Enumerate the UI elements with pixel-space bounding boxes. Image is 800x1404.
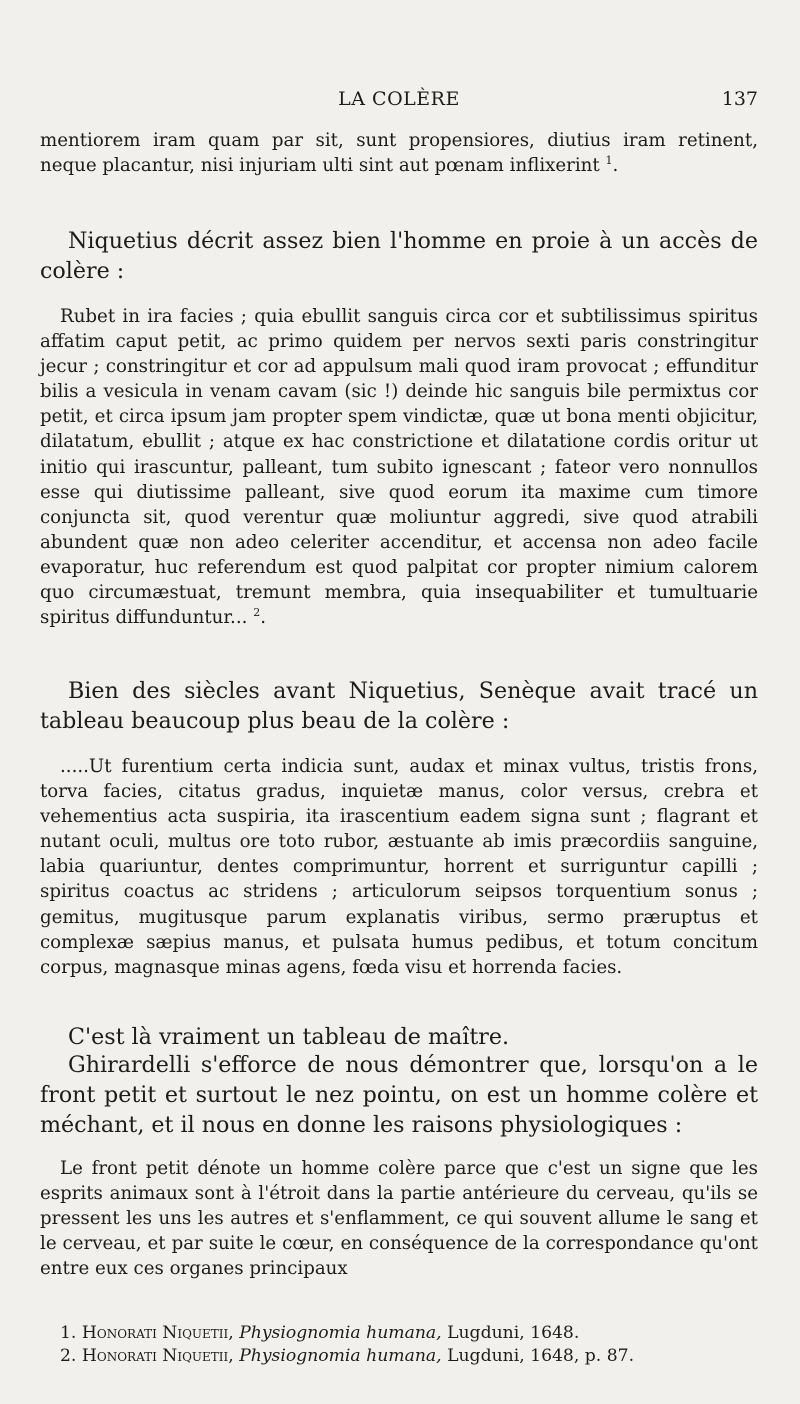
footnote-author: Honorati Niquetii, bbox=[81, 1323, 234, 1343]
paragraph-seneque-intro: Bien des siècles avant Niquetius, Senèque avait tracé un tableau beaucoup plus beau de la colère : bbox=[40, 678, 758, 734]
paragraph-niquetius-intro: Niquetius décrit assez bien l'homme en proie à un accès de colère : bbox=[40, 228, 758, 284]
footnote-title: Physiognomia humana, bbox=[239, 1323, 442, 1343]
page-number: 137 bbox=[721, 88, 758, 110]
footnote-details: Lugduni, 1648, p. 87. bbox=[447, 1346, 635, 1366]
footnote-ref-1: 1 bbox=[605, 154, 613, 168]
footnote-2 bbox=[40, 1345, 758, 1368]
footnote-number: 1. bbox=[60, 1323, 77, 1343]
latin-quote-seneque: .....Ut furentium certa indicia sunt, audax et minax vultus, tristis frons, torva facies, citatus gradus, inquietæ manus, color versus, crebra et vehementius acta suspiria, ita irascentium eadem signa sunt ; flagrant et nutant oculi, multus ore toto rubor, æstuante ab imis præcordiis sanguine, labia quariuntur, dentes comprimuntur, horrent et surriguntur capilli ; spiritus coactus ac stridens ; articulorum seipsos torquentium sonus ; gemitus, mugitusque parum explanatis viribus, sermo præruptus et complexæ sæpius manus, et pulsata humus pedibus, et totum concitum corpus, magnasque minas agens, fœda visu et horrenda facies. bbox=[40, 756, 758, 978]
footnotes bbox=[40, 1322, 758, 1368]
footnote-author: Honorati Niquetii, bbox=[81, 1346, 234, 1366]
quote-text: Rubet in ira facies ; quia ebullit sanguis circa cor et subtilissimus spiritus affatim caput petit, ac primo quidem per nervos sexti paris constringitur jecur ; constringitur et cor ad appulsum mali quod iram provocat ; effunditur bilis a vesicula in venam cavam (sic !) deinde hic sanguis bile permixtus cor petit, et circa ipsum jam propter spem vindictæ, quæ ut bona menti objicitur, dilatatum, ebullit ; atque ex hac constrictione et dilatatione cordis oritur ut initio qui irascuntur, palleant, tum subito ignescant ; fateor vero nonnullos esse qui diutissime palleant, sive quod eorum ita maxime cum timore conjuncta sit, quod verentur quæ moliuntur aggredi, sive quod atrabili abundent quæ non adeo celeriter accenditur, et accensa non adeo facile evaporatur, huc referendum est quod palpitat cor propter nimium calorem quo circumæstuat, tremunt membra, quia insequabiliter et tumultuarie spiritus diffunduntur... bbox=[40, 306, 758, 629]
quote-ghirardelli: Le front petit dénote un homme colère parce que c'est un signe que les esprits animaux sont à l'étroit dans la partie antérieure du cerveau, qu'ils se pressent les uns les autres et s'enflamment, ce qui souvent allume le sang et le cerveau, et par suite le cœur, en conséquence de la correspondance qu'ont entre eux ces organes principaux bbox=[40, 1158, 758, 1280]
footnote-details: Lugduni, 1648. bbox=[447, 1323, 580, 1343]
footnote-number: 2. bbox=[60, 1346, 77, 1366]
footnote-ref-2: 2 bbox=[253, 606, 261, 620]
paragraph-tableau: C'est là vraiment un tableau de maître. bbox=[68, 1024, 510, 1050]
footnote-title: Physiognomia humana, bbox=[239, 1346, 442, 1366]
page-header bbox=[40, 88, 758, 114]
footnote-1 bbox=[40, 1322, 758, 1345]
latin-quote-niquetius: Rubet in ira facies ; quia ebullit sanguis circa cor et subtilissimus spiritus affatim caput petit, ac primo quidem per nervos sexti paris constringitur jecur ; constringitur et cor ad appulsum mali quod iram provocat ; effunditur bilis a vesicula in venam cavam (sic !) deinde hic sanguis bile permixtus cor petit, et circa ipsum jam propter spem vindictæ, quæ ut bona menti objicitur, dilatatum, ebullit ; atque ex hac constrictione et dilatatione cordis oritur ut initio qui irascuntur, palleant, tum subito ignescant ; fateor vero nonnullos esse qui diutissime palleant, sive quod eorum ita maxime cum timore conjuncta sit, quod verentur quæ moliuntur aggredi, sive quod atrabili abundent quæ non adeo celeriter accenditur, et accensa non adeo facile evaporatur, huc referendum est quod palpitat cor propter nimium calorem quo circumæstuat, tremunt membra, quia insequabiliter et tumultuarie spiritus diffunduntur... $^2$. bbox=[40, 306, 758, 629]
running-title: LA COLÈRE bbox=[338, 88, 460, 110]
paragraph-text: mentiorem iram quam par sit, sunt propensiores, diutius iram retinent, neque placantur, nisi injuriam ulti sint aut pœnam inflixerint bbox=[40, 130, 758, 177]
paragraph-continuation: mentiorem iram quam par sit, sunt propensiores, diutius iram retinent, neque placantur, nisi injuriam ulti sint aut pœnam inflixerint $^1$. bbox=[40, 130, 758, 177]
paragraph-ghirardelli: Ghirardelli s'efforce de nous démontrer que, lorsqu'on a le front petit et surtout le nez pointu, on est un homme colère et méchant, et il nous en donne les raisons physiologiques : bbox=[40, 1052, 758, 1138]
